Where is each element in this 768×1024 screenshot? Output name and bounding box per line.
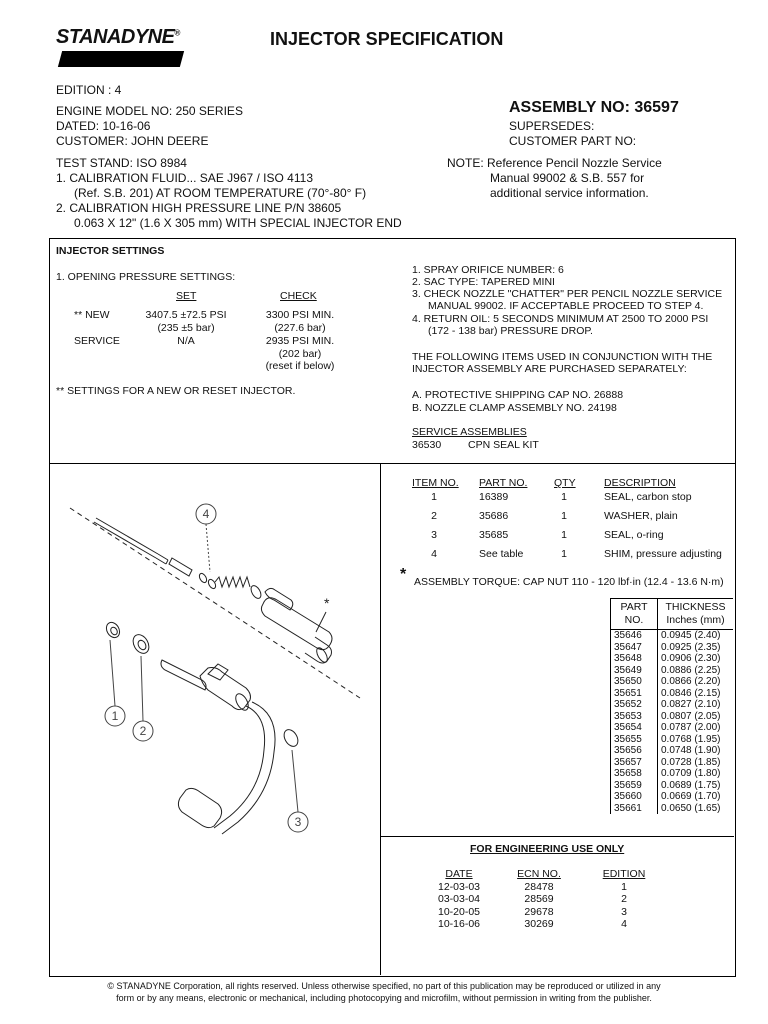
shim-part-no: 35658 [611, 768, 658, 780]
shim-part-no: 35661 [611, 803, 658, 815]
assembly-torque: ASSEMBLY TORQUE: CAP NUT 110 - 120 lbf·in (12.4 - 13.6 N·m) [414, 576, 724, 588]
supersedes: SUPERSEDES: [509, 119, 595, 133]
shim-thickness: 0.0945 (2.40) [661, 630, 721, 641]
shim-thickness: 0.0827 (2.10) [661, 699, 721, 710]
parts-header-part: PART NO. [479, 477, 528, 489]
spring [215, 577, 250, 587]
parts-row-4-desc: SHIM, pressure adjusting [604, 548, 722, 560]
note-line2: Manual 99002 & S.B. 557 for [490, 171, 645, 185]
engineering-edition: 2 [621, 893, 627, 905]
engine-model: ENGINE MODEL NO: 250 SERIES [56, 104, 243, 118]
shim-row [611, 699, 733, 711]
following-line1: THE FOLLOWING ITEMS USED IN CONJUNCTION WITH THE [412, 351, 713, 363]
shim-header-part: PART NO. [611, 599, 658, 630]
parts-row-4-part: See table [479, 548, 524, 560]
parts-row-2-desc: WASHER, plain [604, 510, 678, 522]
settings-divider [49, 463, 735, 464]
shim-part-no: 35659 [611, 780, 658, 792]
eng-header-ecn: ECN NO. [517, 868, 561, 880]
engineering-ecn: 30269 [524, 918, 554, 930]
copyright-line2: form or by any means, electronic or mechanical, including photocopying and microfilm, without permission in writing from the publisher. [116, 993, 652, 1003]
shim-thickness: 0.0846 (2.15) [661, 687, 721, 699]
parts-row-3-item: 3 [431, 529, 437, 541]
engineering-edition: 3 [621, 905, 627, 918]
engineering-ecn: 28569 [524, 893, 554, 905]
engineering-ecn: 28478 [524, 880, 554, 893]
assembly-axis [70, 508, 360, 698]
shim-part-no: 35647 [611, 642, 658, 654]
parts-row-1-qty: 1 [561, 491, 567, 503]
shim-row [611, 745, 733, 757]
engineering-date: 03-03-04 [437, 893, 481, 905]
callout-2-label: 2 [139, 724, 147, 738]
col-set: SET [176, 290, 197, 302]
shim-part-no: 35652 [611, 699, 658, 711]
parts-row-3-qty: 1 [561, 529, 567, 541]
assembly-number: ASSEMBLY NO: 36597 [509, 99, 679, 116]
engineering-divider [380, 836, 734, 837]
eng-header-edition: EDITION [602, 868, 646, 880]
engineering-date: 12-03-03 [437, 880, 481, 893]
shim-thickness: 0.0650 (1.65) [661, 802, 721, 814]
parts-row-2-part: 35686 [479, 510, 509, 522]
logo-bar [58, 51, 184, 67]
calibration-line: 2. CALIBRATION HIGH PRESSURE LINE P/N 38605 [56, 201, 342, 215]
callout-1-label: 1 [111, 709, 119, 723]
shim-thickness: 0.0886 (2.25) [661, 664, 721, 676]
customer: CUSTOMER: JOHN DEERE [56, 134, 209, 148]
engineering-ecn: 29678 [524, 905, 554, 918]
calibration-fluid: 1. CALIBRATION FLUID... SAE J967 / ISO 4113 [56, 171, 313, 185]
shim-row [611, 630, 733, 642]
shim-thickness: 0.0689 (1.75) [661, 779, 721, 791]
service-set: N/A [177, 335, 195, 347]
shim-row [611, 653, 733, 665]
shim-thickness: 0.0866 (2.20) [661, 676, 721, 687]
shim-thickness: 0.0709 (1.80) [661, 768, 721, 779]
engineering-date: 10-16-06 [437, 918, 481, 930]
new-label: ** NEW [74, 309, 110, 321]
engineering-row [424, 906, 664, 919]
nozzle-clamp: B. NOZZLE CLAMP ASSEMBLY NO. 24198 [412, 402, 617, 414]
parts-row-3-desc: SEAL, o-ring [604, 529, 664, 541]
engineering-date: 10-20-05 [437, 905, 481, 918]
shim-part-no: 35656 [611, 745, 658, 757]
engineering-row [424, 893, 664, 906]
shim-part-no: 35657 [611, 757, 658, 769]
following-line2: INJECTOR ASSEMBLY ARE PURCHASED SEPARATELY: [412, 363, 687, 375]
return-line [178, 702, 275, 834]
engineering-edition: 4 [621, 918, 627, 930]
parts-row-3-part: 35685 [479, 529, 509, 541]
shim-thickness: 0.0807 (2.05) [661, 710, 721, 722]
parts-row-2-qty: 1 [561, 510, 567, 522]
eng-header-date: DATE [445, 868, 473, 880]
shim-part-no: 35651 [611, 688, 658, 700]
shim-row [611, 676, 733, 688]
opening-pressure: 1. OPENING PRESSURE SETTINGS: [56, 271, 236, 283]
callout-3-label: 3 [294, 815, 302, 829]
shim-header-thickness: THICKNESS Inches (mm) [665, 601, 726, 626]
test-stand: TEST STAND: ISO 8984 [56, 156, 187, 170]
shim-thickness: 0.0728 (1.85) [661, 756, 721, 768]
shim-part-no: 35649 [611, 665, 658, 677]
shipping-cap: A. PROTECTIVE SHIPPING CAP NO. 26888 [412, 389, 624, 401]
stanadyne-logo: STANADYNE® [56, 26, 184, 67]
shim-part-no: 35648 [611, 653, 658, 665]
parts-header-qty: QTY [554, 477, 576, 489]
shim-thickness: 0.0669 (1.70) [661, 791, 721, 802]
shim-thickness: 0.0768 (1.95) [661, 733, 721, 745]
calibration-line-size: 0.063 X 12" (1.6 X 305 mm) WITH SPECIAL INJECTOR END [74, 216, 402, 230]
engineering-heading: FOR ENGINEERING USE ONLY [470, 843, 625, 855]
service-assembly-desc: CPN SEAL KIT [468, 439, 539, 451]
parts-header-item: ITEM NO. [412, 477, 459, 489]
engineering-edition: 1 [621, 880, 627, 893]
star-callout: * [324, 595, 330, 611]
sac-type: 2. SAC TYPE: TAPERED MINI [412, 276, 555, 288]
shim-row [611, 642, 733, 654]
new-set: 3407.5 ±72.5 PSI (235 ±5 bar) [145, 309, 227, 334]
shim-thickness: 0.0906 (2.30) [661, 653, 721, 664]
shim-row [611, 780, 733, 792]
parts-row-1-item: 1 [431, 491, 437, 503]
edition: EDITION : 4 [56, 83, 122, 97]
dated: DATED: 10-16-06 [56, 119, 151, 133]
shim-thickness: 0.0748 (1.90) [661, 745, 721, 756]
shim-row [611, 803, 733, 815]
document-title: INJECTOR SPECIFICATION [270, 29, 504, 49]
shim-part-no: 35646 [611, 630, 658, 642]
o-ring [281, 727, 300, 749]
col-check: CHECK [280, 290, 317, 302]
cap-nut [261, 598, 332, 664]
note-line3: additional service information. [490, 186, 649, 200]
note-line1: NOTE: Reference Pencil Nozzle Service [447, 156, 662, 170]
shim-row [611, 665, 733, 677]
settings-heading: INJECTOR SETTINGS [56, 245, 165, 257]
shim-part-no: 35653 [611, 711, 658, 723]
shim-part-no: 35654 [611, 722, 658, 734]
service-assemblies-heading: SERVICE ASSEMBLIES [412, 426, 527, 438]
return-oil: 4. RETURN OIL: 5 SECONDS MINIMUM AT 2500 TO 2000 PSI [412, 313, 709, 325]
injector-exploded-diagram [60, 480, 370, 840]
callout-4-label: 4 [202, 507, 210, 521]
copyright-line1: © STANADYNE Corporation, all rights reserved. Unless otherwise specified, no part of this publication may be reproduced or utilized in any [107, 981, 661, 991]
parts-row-4-item: 4 [431, 548, 437, 560]
parts-row-1-desc: SEAL, carbon stop [604, 491, 692, 503]
engineering-table [424, 868, 664, 931]
parts-row-2-item: 2 [431, 510, 437, 522]
shim-row [611, 688, 733, 700]
shim-row [611, 757, 733, 769]
new-check: 3300 PSI MIN. (227.6 bar) [265, 309, 335, 334]
engineering-row [424, 918, 664, 931]
shim-part-no: 35660 [611, 791, 658, 803]
shim-row [611, 791, 733, 803]
engineering-row [424, 881, 664, 894]
service-label: SERVICE [74, 335, 120, 347]
shim-thickness: 0.0925 (2.35) [661, 641, 721, 653]
diagram-divider [380, 463, 381, 975]
parts-header-description: DESCRIPTION [604, 477, 676, 489]
calibration-fluid-ref: (Ref. S.B. 201) AT ROOM TEMPERATURE (70°-80° F) [74, 186, 367, 200]
shim-row [611, 768, 733, 780]
service-check: 2935 PSI MIN. (202 bar) (reset if below) [265, 335, 335, 372]
parts-row-1-part: 16389 [479, 491, 509, 503]
shim-thickness: 0.0787 (2.00) [661, 722, 721, 733]
shim-table [610, 598, 733, 814]
shim-part-no: 35655 [611, 734, 658, 746]
nozzle-needle [94, 518, 168, 564]
parts-row-4-qty: 1 [561, 548, 567, 560]
return-oil-cont: (172 - 138 bar) PRESSURE DROP. [428, 325, 593, 337]
torque-asterisk: * [400, 566, 407, 583]
shim-part-no: 35650 [611, 676, 658, 688]
carbon-stop-seal [104, 620, 122, 640]
shim-row [611, 734, 733, 746]
shim-item-4 [249, 584, 263, 600]
shim-row [611, 711, 733, 723]
settings-footnote: ** SETTINGS FOR A NEW OR RESET INJECTOR. [56, 385, 296, 397]
service-assembly-no: 36530 [412, 439, 442, 451]
nozzle-body [161, 660, 251, 712]
plain-washer [130, 632, 152, 656]
shim-row [611, 722, 733, 734]
check-chatter: 3. CHECK NOZZLE "CHATTER" PER PENCIL NOZZLE SERVICE [412, 288, 723, 300]
customer-part-no: CUSTOMER PART NO: [509, 134, 637, 148]
spray-orifice: 1. SPRAY ORIFICE NUMBER: 6 [412, 264, 564, 276]
check-chatter-cont: MANUAL 99002. IF ACCEPTABLE PROCEED TO STEP 4. [428, 300, 704, 312]
spindle [169, 558, 192, 576]
